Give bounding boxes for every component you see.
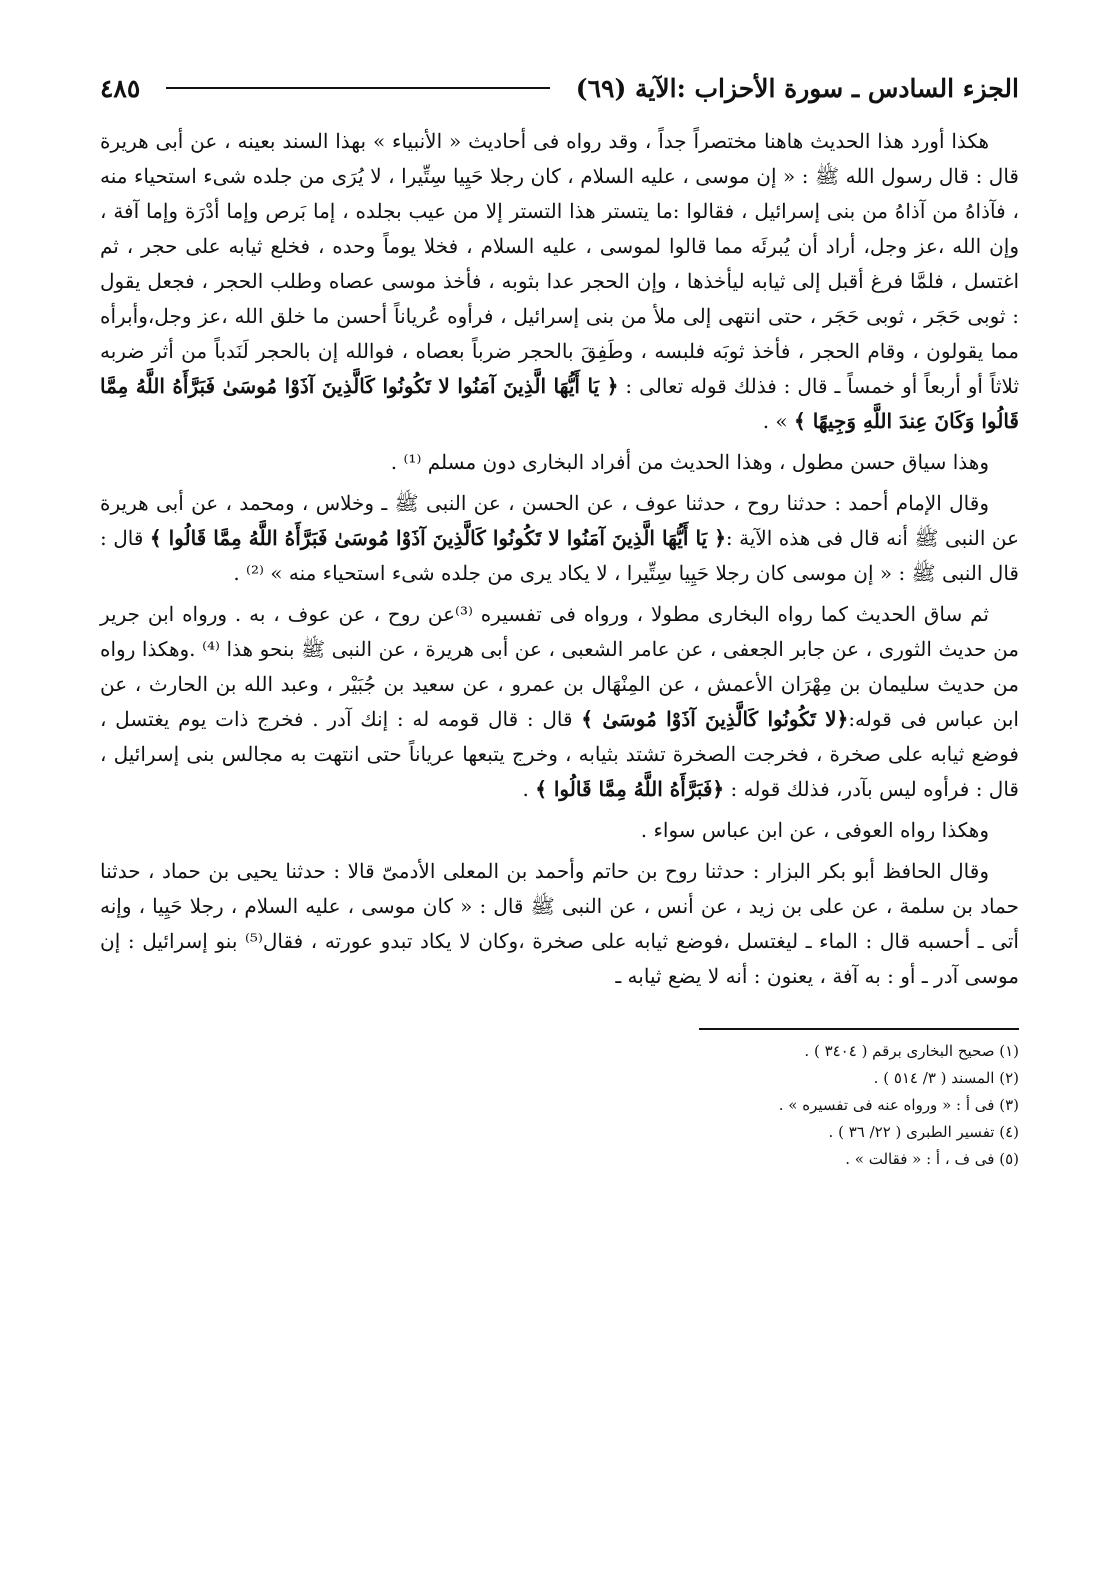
text-run: وقال الإمام أحمد : حدثنا روح ، حدثنا عوف ، عن الحسن ، عن النبى ﷺ ـ وخلاس ، ومحمد ، عن أبى هريرة عن النبى ﷺ أنه قال فى هذه الآية : [100,491,1019,550]
text-run: هكذا أورد هذا الحديث هاهنا مختصراً جداً ، وقد رواه فى أحاديث « الأنبياء » بهذا السند بعينه ، عن أبى هريرة قال : قال رسول الله ﷺ : « إن موسى ، عليه السلام ، كان رجلا حَيِيا سِتِّيرا ، لا يُرَى من جلده شىء استحياء منه ، فآذاهُ من آذاهُ من بنى إسرائيل ، فقالوا :ما يتستر هذا التستر إلا من عيب بجلده ، إما بَرص وإما أدْرَة وإما آفة ، وإن الله ،عز وجل، أراد أن يُبرئَه مما قالوا لموسى ، عليه السلام ، فخلا يوماً وحده ، فخلع ثيابه على حجر ، ثم اغتسل ، فلمَّا فرغ أقبل إلى ثيابه ليأخذها ، وإن الحجر عدا بثوبه ، فأخذ موسى عصاه وطلب الحجر ، فجعل يقول : ثوبى حَجَر ، ثوبى حَجَر ، حتى انتهى إلى ملأ من بنى إسرائيل ، فرأوه عُرياناً أحسن ما خلق الله ،عز وجل،وأبرأه مما يقولون ، وقام الحجر ، فأخذ ثوبَه فلبسه ، وطَفِقَ بالحجر ضرباً بعصاه ، فوالله إن بالحجر لَنَدباً من أثر ضربه ثلاثاً أو أربعاً أو خمساً ـ قال : فذلك قوله تعالى : [100,129,1020,398]
main-text [100,124,1019,994]
text-run: وقال الحافظ أبو بكر البزار : حدثنا روح بن حاتم وأحمد بن المعلى الأدمىّ قالا : حدثنا يحيى بن حماد ، حدثنا حماد بن سلمة ، عن على بن زيد ، عن أنس ، عن النبى ﷺ قال : « كان موسى ، عليه السلام ، رجلا حَيِيا ، وإنه أتى ـ أحسبه قال : الماء ـ ليغتسل ،فوضع ثيابه على صخرة ،وكان لا يكاد تبدو عورته ، فقال⁽⁵⁾ بنو إسرائيل : إن موسى آدر ـ أو : به آفة ، يعنون : أنه لا يضع ثيابه ـ [100,859,1019,988]
footnote-2: (٢) المسند ( ٣/ ٥١٤ ) . [873,1069,1019,1087]
paragraph-5 [100,813,1019,848]
text-run: » . [762,409,795,433]
paragraph-2 [100,445,1019,480]
text-run: وهكذا رواه العوفى ، عن ابن عباس سواء . [640,818,989,842]
paragraph-3 [100,486,1019,591]
footnote-4: (٤) تفسير الطبرى ( ٢٢/ ٣٦ ) . [828,1123,1019,1141]
quran-verse: ﴿ يَا أَيُّهَا الَّذِينَ آمَنُوا لا تَكُونُوا كَالَّذِينَ آذَوْا مُوسَىٰ فَبَرَّأَهُ اللَّهُ مِمَّا قَالُوا وَكَانَ عِندَ اللَّهِ وَجِيهًا ﴾ [100,374,1019,433]
footnotes [100,1038,1019,1173]
footnote-5: (٥) فى ف ، أ : « فقالت » . [845,1150,1019,1168]
paragraph-1 [100,124,1019,439]
quran-verse: ﴿لا تَكُونُوا كَالَّذِينَ آذَوْا مُوسَىٰ ﴾ [581,707,849,731]
text-run: قال : قال قومه له : إنك آدر . فخرج ذات يوم يغتسل ، فوضع ثيابه على صخرة ، فخرجت الصخرة تشتد بثيابه ، وخرج يتبعها عرياناً حتى انتهت به مجالس بنى إسرائيل ، قال : فرأوه ليس بآدر، فذلك قوله : [100,707,1019,801]
header-rule [166,87,549,89]
running-header [100,62,1019,114]
footnote-divider [699,1028,1019,1030]
paragraph-4 [100,597,1019,807]
page-number: ٤٨٥ [100,73,141,103]
text-run: قال : قال النبى ﷺ : « إن موسى كان رجلا حَيِيا سِتِّيرا ، لا يكاد يرى من جلده شىء استحياء منه » ⁽²⁾ . [100,526,1019,585]
quran-verse: ﴿فَبَرَّأَهُ اللَّهُ مِمَّا قَالُوا ﴾ [535,777,725,801]
footnote-1: (١) صحيح البخارى برقم ( ٣٤٠٤ ) . [804,1042,1019,1060]
running-header-title: الجزء السادس ـ سورة الأحزاب :الآية (٦٩) [575,73,1019,103]
text-run: ثم ساق الحديث كما رواه البخارى مطولا ، ورواه فى تفسيره ⁽³⁾عن روح ، عن عوف ، به . ورواه ابن جرير من حديث الثورى ، عن جابر الجعفى ، عن عامر الشعبى ، عن أبى هريرة ، عن النبى ﷺ بنحو هذا ⁽⁴⁾ .وهكذا رواه من حديث سليمان بن مِهْرَان الأعمش ، عن المِنْهَال بن عمرو ، عن سعيد بن جُبَيْر ، وعبد الله بن الحارث ، عن ابن عباس فى قوله: [100,602,1020,731]
quran-verse: ﴿ يَا أَيُّهَا الَّذِينَ آمَنُوا لا تَكُونُوا كَالَّذِينَ آذَوْا مُوسَىٰ فَبَرَّأَهُ اللَّهُ مِمَّا قَالُوا ﴾ [149,526,726,550]
paragraph-6 [100,854,1019,994]
footnote-3: (٣) فى أ : « ورواه عنه فى تفسيره » . [778,1096,1019,1114]
text-run: . [522,777,536,801]
text-run: وهذا سياق حسن مطول ، وهذا الحديث من أفراد البخارى دون مسلم ⁽¹⁾ . [390,450,989,474]
